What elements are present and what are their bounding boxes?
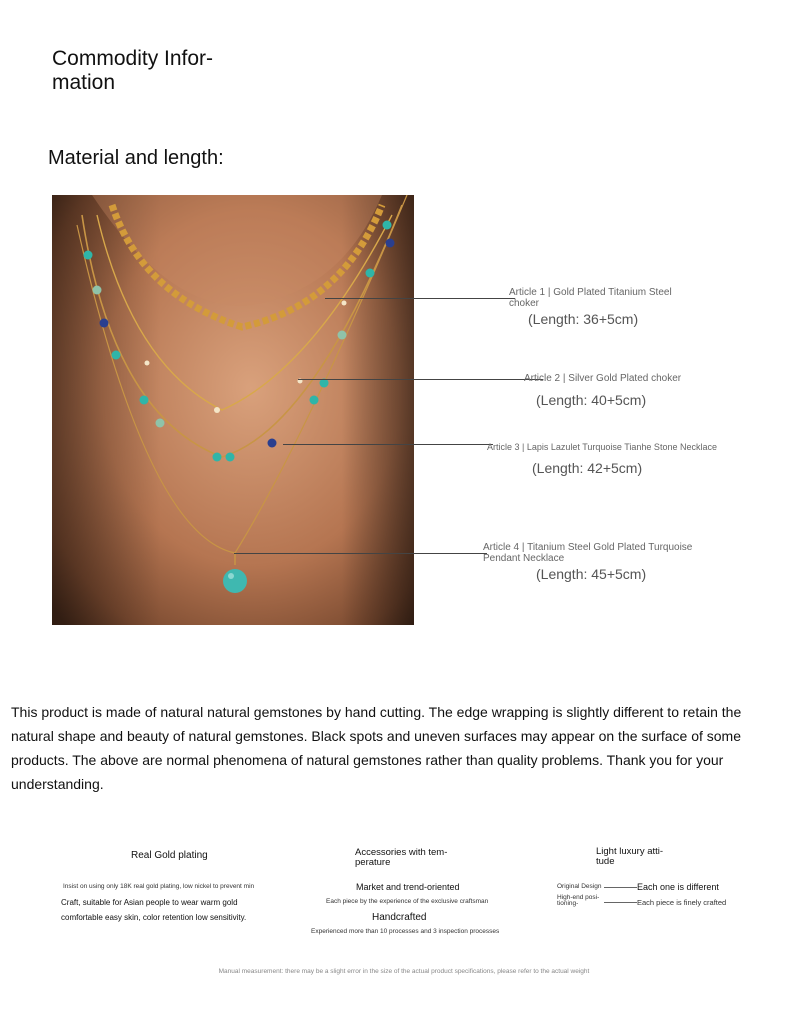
callout-1-leader [325, 298, 515, 299]
feature-position-leader [604, 902, 637, 903]
feature-position-value: Each piece is finely crafted [637, 898, 727, 907]
feature-original-label: Original Design [557, 883, 602, 890]
callout-2-length: (Length: 40+5cm) [536, 392, 647, 408]
measurement-footnote: Manual measurement: there may be a slight error in the size of the actual product specifications, please refer to the actual weight [218, 968, 590, 975]
callout-4-leader [234, 553, 487, 554]
callout-4-label: Article 4 | Titanium Steel Gold Plated Turquoise Pendant Necklace [483, 542, 693, 564]
section-heading: Material and length: [48, 147, 224, 169]
feature-handcrafted-text: Handcrafted [372, 912, 427, 923]
feature-position-label: High-end posi- tioning- [557, 894, 600, 907]
necklace-illustration [52, 195, 414, 625]
callout-1-label: Article 1 | Gold Plated Titanium Steel choker [509, 287, 672, 309]
callout-3-label: Article 3 | Lapis Lazulet Turquoise Tianhe Stone Necklace [487, 442, 717, 452]
feature-gold-line1: Insist on using only 18K real gold plating, low nickel to prevent min [63, 883, 255, 890]
callout-3-leader [283, 444, 493, 445]
callout-2-leader [298, 379, 543, 380]
feature-handcrafted-note: Experienced more than 10 processes and 3 inspection processes [311, 928, 500, 935]
feature-market-note: Each piece by the experience of the exclusive craftsman [326, 898, 489, 905]
feature-luxury-title: Light luxury atti- tude [596, 846, 664, 867]
product-description: This product is made of natural natural gemstones by hand cutting. The edge wrapping is slightly different to retain the natural shape and beauty of natural gemstones. Black spots and uneven surfaces may appear on the surface of some products. The above are normal phenomena of natural gemstones rather than quality problems. Thank you for your understanding. [11, 704, 742, 792]
feature-accessories-title: Accessories with tem- perature [355, 847, 448, 868]
feature-original-leader [604, 887, 637, 888]
necklace-photo [52, 195, 414, 625]
callout-4-length: (Length: 45+5cm) [536, 566, 647, 582]
feature-gold-line2: Craft, suitable for Asian people to wear warm gold [61, 898, 238, 907]
feature-gold-line3: comfortable easy skin, color retention low sensitivity. [61, 913, 247, 922]
feature-market-text: Market and trend-oriented [356, 882, 460, 892]
page-title: Commodity Infor- mation [52, 47, 214, 94]
feature-original-value: Each one is different [637, 882, 719, 892]
callout-2-label: Article 2 | Silver Gold Plated choker [524, 373, 682, 384]
callout-1-length: (Length: 36+5cm) [528, 311, 639, 327]
callout-3-length: (Length: 42+5cm) [532, 460, 643, 476]
feature-gold-title: Real Gold plating [131, 850, 208, 861]
